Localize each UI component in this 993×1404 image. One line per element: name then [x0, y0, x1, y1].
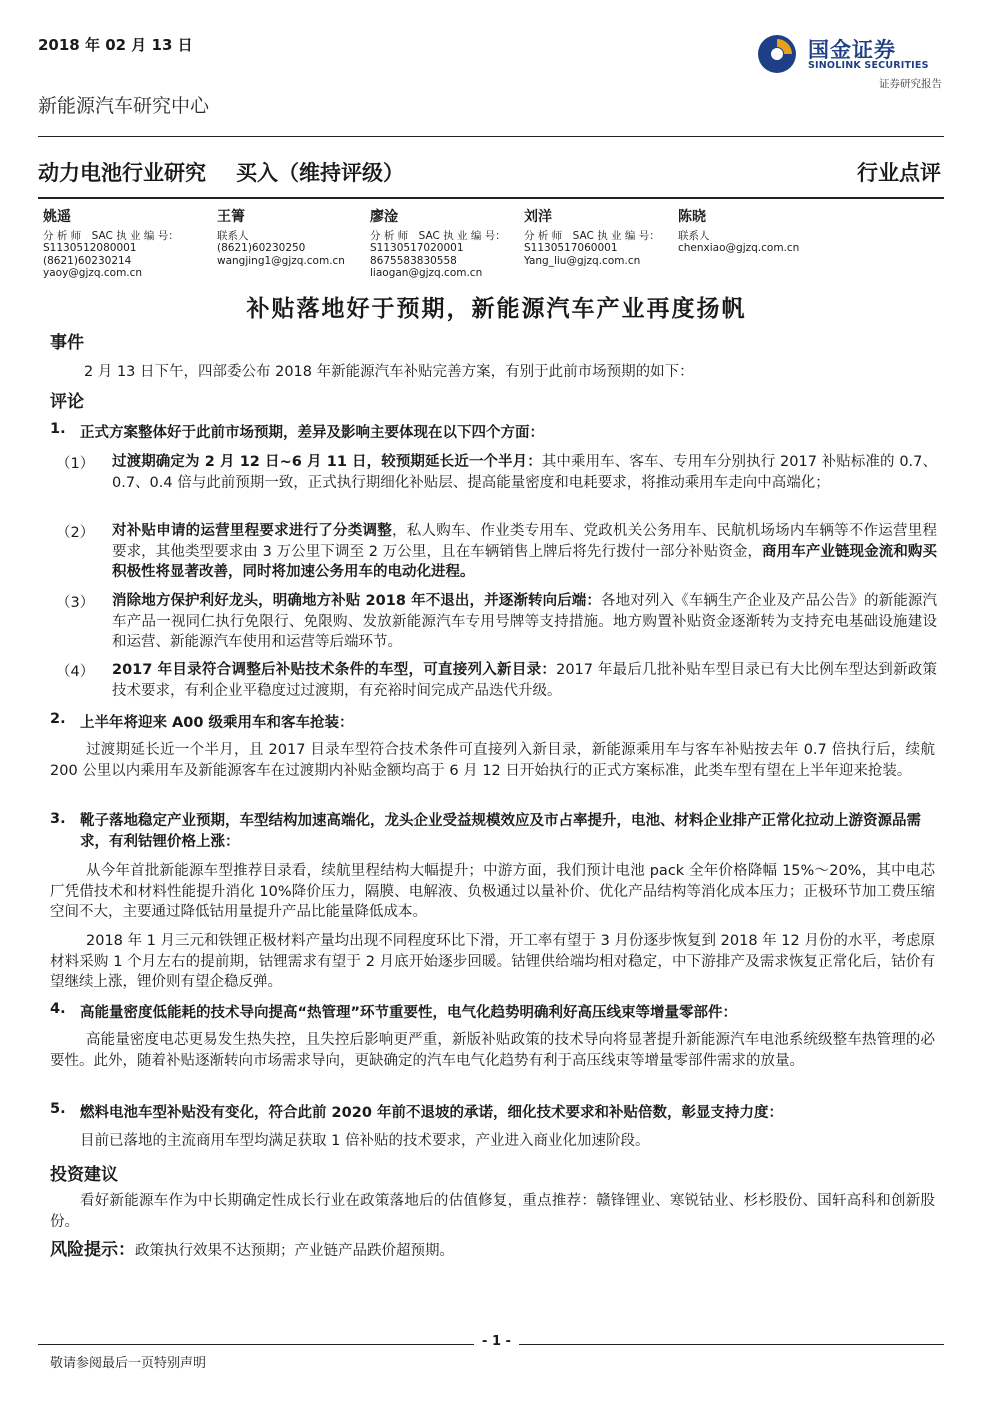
analyst-info: 分 析 师 SAC 执 业 编 号： — [370, 230, 506, 242]
analyst-card — [43, 209, 193, 280]
risk-text: 政策执行效果不达预期；产业链产品跌价超预期。 — [135, 1243, 454, 1259]
analyst-card — [217, 209, 367, 267]
analyst-info: 分 析 师 SAC 执 业 编 号： — [524, 230, 660, 242]
section-heading-event: 事件 — [50, 333, 84, 353]
sub-point-body: 2017 年最后几批补贴车型目录已有大比例车型达到新政策技术要求，有利企业平稳度过过渡期，有充裕时间完成产品迭代升级。 — [112, 662, 938, 699]
sub-point-body: 其中乘用车、客车、专用车分别执行 2017 补贴标准的 0.7、0.7、0.4 倍与此前预期一致，正式执行期细化补贴层、提高能量密度和电耗要求，将推动乘用车走向中高端化； — [112, 454, 937, 491]
analyst-info: S1130517020001 — [370, 242, 464, 255]
sub-point-lead: 消除地方保护利好龙头，明确地方补贴 2018 年不退出，并逐渐转向后端： — [112, 593, 602, 609]
sub-point-text — [112, 591, 937, 653]
point-body: 2018 年 1 月三元和铁锂正极材料产量均出现不同程度环比下滑，开工率有望于 3 月份逐步恢复到 2018 年 12 月份的水平，考虑原材料采购 1 个月左右的提前期，钴锂需求有望于 2 月底开始逐步回暖。钴锂供给端均相对稳定，中下游排产及需求恢复正常化后，钴价有望继续上涨，锂价则有望企稳反弹。 — [50, 933, 935, 990]
analyst-name: 陈晓 — [678, 209, 706, 225]
sub-point-lead: 2017 年目录符合调整后补贴技术条件的车型，可直接列入新目录： — [112, 662, 557, 678]
analyst-card — [370, 209, 520, 280]
analyst-info: 联系人 — [217, 230, 249, 242]
point-body: 高能量密度电芯更易发生热失控，且失控后影响更严重，新版补贴政策的技术导向将显著提升新能源汽车电池系统级整车热管理的必要性。此外，随着补贴逐渐转向市场需求导向，更缺确定的汽车电气化趋势有利于高压线束等增量零部件需求的放量。 — [50, 1032, 935, 1069]
sub-point-number: （1） — [56, 456, 95, 472]
analyst-email: chenxiao@gjzq.com.cn — [678, 242, 800, 255]
point-heading: 靴子落地稳定产业预期，车型结构加速高端化，龙头企业受益规模效应及市占率提升，电池、材料企业排产正常化拉动上游资源品需求，有利钴锂价格上涨： — [80, 813, 921, 850]
header-rule — [38, 197, 944, 199]
report-type-line — [38, 157, 404, 187]
analyst-card — [524, 209, 674, 267]
sub-point-emphasis: 商用车产业链现金流和购买积极性将显著改善，同时将加速公务用车的电动化进程。 — [112, 543, 938, 580]
page-number-text: - 1 - — [474, 1334, 519, 1349]
logo-subtitle: 证券研究报告 — [879, 78, 942, 90]
analyst-card — [678, 209, 828, 255]
point-body: 目前已落地的主流商用车型均满足获取 1 倍补贴的技术要求，产业进入商业化加速阶段。 — [80, 1133, 650, 1149]
risk-line — [50, 1240, 935, 1262]
analyst-email: liaogan@gjzq.com.cn — [370, 267, 483, 280]
report-type: 动力电池行业研究 — [38, 161, 206, 185]
sub-point-text — [112, 521, 937, 583]
sub-point-lead: 对补贴申请的运营里程要求进行了分类调整 — [112, 523, 392, 539]
analyst-name: 廖淦 — [370, 209, 398, 225]
sub-point-lead: 过渡期确定为 2 月 12 日~6 月 11 日，较预期延长近一个半月： — [112, 454, 542, 470]
point-body: 过渡期延长近一个半月，且 2017 目录车型符合技术条件可直接列入新目录，新能源乘用车与客车补贴按去年 0.7 倍执行后，续航 200 公里以内乘用车及新能源客车在过渡期内补贴金额均高于 6 月 12 日开始执行的正式方案标准，此类车型有望在上半年迎来抢装。 — [50, 742, 935, 779]
analyst-info: S1130517060001 — [524, 242, 618, 255]
event-text: 2 月 13 日下午，四部委公布 2018 年新能源汽车补贴完善方案，有别于此前市场预期的如下： — [84, 364, 694, 380]
section-heading-invest: 投资建议 — [50, 1165, 118, 1185]
point-number: 2. — [50, 711, 66, 727]
page-number — [0, 1334, 993, 1349]
analyst-email: yaoy@gjzq.com.cn — [43, 267, 143, 280]
analyst-info: 联系人 — [678, 230, 710, 242]
analyst-info: (8621)60230250 — [217, 242, 306, 255]
analyst-info: S1130512080001 — [43, 242, 137, 255]
analyst-name: 刘洋 — [524, 209, 552, 225]
point-heading: 高能量密度低能耗的技术导向提高“热管理”环节重要性，电气化趋势明确利好高压线束等增量零部件： — [80, 1005, 738, 1021]
research-center: 新能源汽车研究中心 — [38, 95, 210, 117]
analyst-name: 王箐 — [217, 209, 245, 225]
header-divider — [38, 136, 944, 137]
report-title: 补贴落地好于预期，新能源汽车产业再度扬帆 — [246, 295, 747, 322]
point-number: 3. — [50, 811, 66, 827]
point-heading: 正式方案整体好于此前市场预期，差异及影响主要体现在以下四个方面： — [80, 425, 544, 441]
rating: 买入（维持评级） — [236, 161, 404, 185]
sub-point-text — [112, 660, 937, 701]
point-heading: 燃料电池车型补贴没有变化，符合此前 2020 年前不退坡的承诺，细化技术要求和补贴倍数，彰显支持力度： — [80, 1105, 783, 1121]
report-date: 2018 年 02 月 13 日 — [38, 36, 193, 54]
logo-english: SINOLINK SECURITIES — [808, 60, 929, 71]
analyst-name: 姚遥 — [43, 209, 71, 225]
sinolink-logo-icon — [756, 33, 798, 75]
sub-point-number: （3） — [56, 595, 95, 611]
analyst-info: (8621)60230214 — [43, 254, 132, 267]
invest-text: 看好新能源车作为中长期确定性成长行业在政策落地后的估值修复，重点推荐：赣锋锂业、寒锐钴业、杉杉股份、国轩高科和创新股份。 — [50, 1193, 935, 1230]
section-heading-comment: 评论 — [50, 392, 84, 412]
analyst-email: Yang_liu@gjzq.com.cn — [524, 254, 641, 267]
disclaimer-note: 敬请参阅最后一页特别声明 — [50, 1356, 207, 1371]
point-body: 从今年首批新能源车型推荐目录看，续航里程结构大幅提升；中游方面，我们预计电池 pack 全年价格降幅 15%～20%，其中电芯厂凭借技术和材料性能提升消化 10%降价压力，隔膜、电解液、负极通过以量补价、优化产品结构等消化成本压力；正极环节加工费压缩空间不大，主要通过降低钴用量提升产品比能量降低成本。 — [50, 863, 935, 920]
analyst-info: 8675583830558 — [370, 254, 457, 267]
logo-chinese: 国金证券 — [808, 38, 896, 62]
sub-point-number: （2） — [56, 525, 95, 541]
point-number: 5. — [50, 1101, 66, 1117]
report-category: 行业点评 — [857, 160, 941, 185]
sinolink-logo — [756, 30, 946, 90]
sub-point-number: （4） — [56, 664, 95, 680]
analyst-info: 分 析 师 SAC 执 业 编 号： — [43, 230, 179, 242]
point-number: 1. — [50, 421, 66, 437]
point-number: 4. — [50, 1001, 66, 1017]
sub-point-text — [112, 452, 937, 493]
point-heading: 上半年将迎来 A00 级乘用车和客车抢装： — [80, 715, 354, 731]
sub-point-body: 各地对列入《车辆生产企业及产品公告》的新能源汽车产品一视同仁执行免限行、免限购、发放新能源汽车专用号牌等支持措施。地方购置补贴资金逐渐转为支持充电基础设施建设和运营、新能源汽车使用和运营等后端环节。 — [112, 593, 938, 650]
analyst-email: wangjing1@gjzq.com.cn — [217, 254, 345, 267]
sub-point-body: ，私人购车、作业类专用车、党政机关公务用车、民航机场场内车辆等不作运营里程要求，其他类型要求由 3 万公里下调至 2 万公里，且在车辆销售上牌后将先行拨付一部分补贴资金， — [112, 523, 938, 560]
risk-label: 风险提示： — [50, 1240, 135, 1260]
